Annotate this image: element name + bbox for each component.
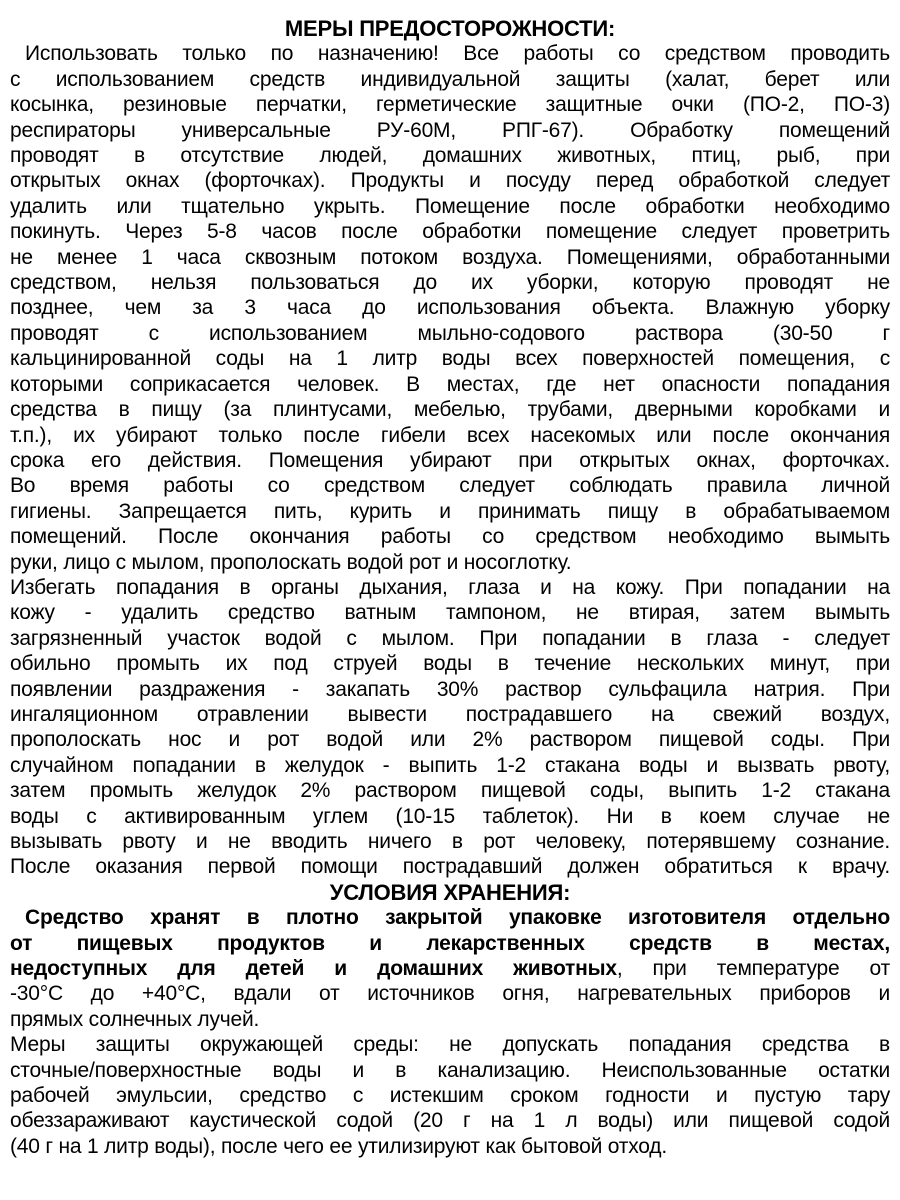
text-segment: воды с активированным углем (10-15 таблеток). Ни в коем случае не [10,804,890,828]
text-segment: средством, нельзя пользоваться до их уборки, которую проводят не [10,271,890,295]
text-segment: респираторы универсальные РУ-60М, РПГ-67). Обработку помещений [10,118,890,142]
text-segment: Во время работы со средством следует соблюдать правила личной [10,474,890,498]
text-segment: с использованием средств индивидуальной защиты (халат, берет или [10,67,890,91]
text-line [10,1134,890,1159]
storage-paragraph [10,905,890,1032]
text-line [10,1058,890,1083]
text-segment: Избегать попадания в органы дыхания, глаза и на кожу. При попадании на [10,575,890,599]
text-segment: срока его действия. Помещения убирают при открытых окнах, форточках. [10,448,890,472]
text-line [10,168,890,193]
text-line [10,118,890,143]
bold-text-segment: от пищевых продуктов и лекарственных средств в местах, [10,931,890,955]
text-segment: позднее, чем за 3 часа до использования объекта. Влажную уборку [10,296,890,320]
text-line [10,92,890,117]
text-line [10,677,890,702]
text-segment: руки, лицо с мылом, прополоскать водой рот и носоглотку. [10,550,572,574]
bold-text-segment: Средство хранят в плотно закрытой упаковке изготовителя отдельно [25,906,890,930]
text-segment: случайном попадании в желудок - выпить 1-2 стакана воды и вызвать рвоту, [10,753,890,777]
text-line [10,219,890,244]
text-line [10,1007,890,1032]
text-segment: помещений. После окончания работы со средством необходимо вымыть [10,525,890,549]
text-line [10,804,890,829]
text-line [10,829,890,854]
text-segment: После оказания первой помощи пострадавший должен обратиться к врачу. [10,855,890,879]
storage-heading: УСЛОВИЯ ХРАНЕНИЯ: [329,879,571,905]
text-line [10,956,890,981]
text-segment: прополоскать нос и рот водой или 2% раствором пищевой соды. При [10,728,890,752]
text-segment: прямых солнечных лучей. [10,1007,260,1031]
text-line [10,372,890,397]
text-line [10,346,890,371]
text-line [10,905,890,930]
text-segment: появлении раздражения - закапать 30% раствор сульфацила натрия. При [10,677,890,701]
text-line [10,1108,890,1133]
text-line [10,423,890,448]
text-line [10,626,890,651]
text-segment: обильно промыть их под струей воды в течение нескольких минут, при [10,652,890,676]
text-segment: кожу - удалить средство ватным тампоном, не втирая, затем вымыть [10,601,890,625]
text-line [10,600,890,625]
text-line [10,854,890,879]
environment-paragraph [10,1032,890,1159]
text-segment: проводят в отсутствие людей, домашних животных, птиц, рыб, при [10,144,890,168]
text-segment: гигиены. Запрещается пить, курить и принимать пищу в обрабатываемом [10,499,890,523]
text-segment: рабочей эмульсии, средство с истекшим сроком годности и пустую тару [10,1084,890,1108]
text-segment: не менее 1 часа сквозным потоком воздуха. Помещениями, обработанными [10,245,890,269]
text-segment: (40 г на 1 литр воды), после чего ее утилизируют как бытовой отход. [10,1134,667,1158]
text-line [10,67,890,92]
text-line [10,448,890,473]
text-line [10,1083,890,1108]
text-line [10,981,890,1006]
first-aid-paragraph [10,575,890,880]
text-line [10,702,890,727]
text-segment: -30°С до +40°С, вдали от источников огня, нагревательных приборов и [10,982,890,1006]
text-line [10,499,890,524]
text-segment: которыми соприкасается человек. В местах, где нет опасности попадания [10,372,890,396]
text-segment: проводят с использованием мыльно-содового раствора (30-50 г [10,321,890,345]
precautions-paragraph [10,41,890,575]
text-segment: косынка, резиновые перчатки, герметические защитные очки (ПО-2, ПО-3) [10,93,890,117]
text-segment: Использовать только по назначению! Все работы со средством проводить [25,42,890,66]
text-segment: Меры защиты окружающей среды: не допускать попадания средства в [10,1033,890,1057]
text-segment: средства в пищу (за плинтусами, мебелью, трубами, дверными коробками и [10,398,890,422]
bold-text-segment: недоступных для детей и домашних животных [10,957,617,981]
text-line [10,194,890,219]
text-line [10,473,890,498]
text-segment: открытых окнах (форточках). Продукты и посуду перед обработкой следует [10,169,890,193]
text-line [10,550,890,575]
text-line [10,245,890,270]
text-line [10,575,890,600]
text-segment: загрязненный участок водой с мылом. При попадании в глаза - следует [10,626,890,650]
text-segment: покинуть. Через 5-8 часов после обработки помещение следует проветрить [10,220,890,244]
text-segment: т.п.), их убирают только после гибели всех насекомых или после окончания [10,423,890,447]
text-segment: обеззараживают каустической содой (20 г на 1 л воды) или пищевой содой [10,1109,890,1133]
text-line [10,321,890,346]
text-segment: затем промыть желудок 2% раствором пищевой соды, выпить 1-2 стакана [10,779,890,803]
text-segment: , при температуре от [616,957,890,981]
text-line [10,727,890,752]
text-line [10,397,890,422]
precautions-heading: МЕРЫ ПРЕДОСТОРОЖНОСТИ: [284,16,616,41]
text-line [10,778,890,803]
text-line [10,931,890,956]
text-line [10,270,890,295]
text-segment: ингаляционном отравлении вывести пострадавшего на свежий воздух, [10,702,890,726]
text-line [10,143,890,168]
text-line [10,295,890,320]
text-line [10,1032,890,1057]
text-line [10,41,890,66]
text-line [10,524,890,549]
text-segment: кальцинированной соды на 1 литр воды всех поверхностей помещения, с [10,347,890,371]
text-line [10,753,890,778]
text-segment: вызывать рвоту и не вводить ничего в рот человеку, потерявшему сознание. [10,830,890,853]
text-segment: удалить или тщательно укрыть. Помещение после обработки необходимо [10,194,890,218]
text-line [10,651,890,676]
text-segment: сточные/поверхностные воды и в канализацию. Неиспользованные остатки [10,1058,890,1082]
